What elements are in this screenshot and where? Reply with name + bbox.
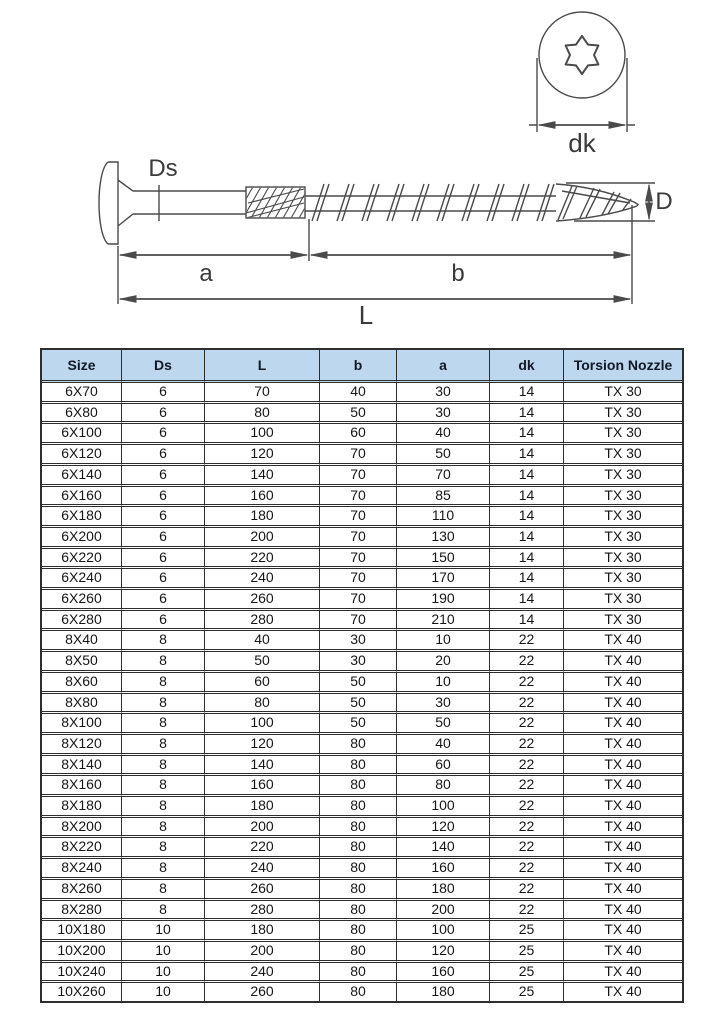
table-row [42, 611, 682, 632]
cell-a: 200 [397, 901, 490, 922]
head-top-view-outline [539, 12, 625, 98]
cell-dk: 22 [490, 652, 564, 673]
cell-ds: 6 [122, 590, 205, 611]
cell-size: 6X200 [42, 528, 122, 549]
cell-b: 80 [320, 942, 397, 963]
cell-dk: 25 [490, 963, 564, 984]
cell-a: 30 [397, 404, 490, 425]
cell-torsion-nozzle: TX 40 [564, 859, 682, 880]
table-row [42, 507, 682, 528]
cell-b: 80 [320, 735, 397, 756]
cell-torsion-nozzle: TX 30 [564, 528, 682, 549]
col-header-b: b [320, 350, 397, 383]
cell-dk: 22 [490, 673, 564, 694]
cell-a: 100 [397, 797, 490, 818]
cell-dk: 14 [490, 487, 564, 508]
col-header-l: L [205, 350, 320, 383]
cell-l: 260 [205, 880, 320, 901]
table-row [42, 424, 682, 445]
cell-torsion-nozzle: TX 40 [564, 963, 682, 984]
cell-torsion-nozzle: TX 30 [564, 487, 682, 508]
cell-b: 70 [320, 528, 397, 549]
cell-ds: 6 [122, 424, 205, 445]
col-header-ds: Ds [122, 350, 205, 383]
cell-torsion-nozzle: TX 40 [564, 942, 682, 963]
cell-ds: 8 [122, 735, 205, 756]
table-row [42, 963, 682, 984]
cell-l: 280 [205, 901, 320, 922]
cell-ds: 6 [122, 445, 205, 466]
table-row [42, 569, 682, 590]
cell-ds: 8 [122, 652, 205, 673]
cell-b: 70 [320, 487, 397, 508]
cell-b: 70 [320, 611, 397, 632]
cell-dk: 14 [490, 466, 564, 487]
cell-ds: 8 [122, 880, 205, 901]
cell-size: 8X240 [42, 859, 122, 880]
cell-dk: 14 [490, 445, 564, 466]
cell-l: 180 [205, 507, 320, 528]
cell-b: 70 [320, 507, 397, 528]
size-table-body [42, 383, 682, 1001]
cell-l: 200 [205, 818, 320, 839]
cell-l: 180 [205, 797, 320, 818]
cell-size: 8X280 [42, 901, 122, 922]
label-b: b [451, 260, 465, 287]
cell-ds: 6 [122, 611, 205, 632]
cell-ds: 10 [122, 983, 205, 1001]
cell-size: 8X260 [42, 880, 122, 901]
cell-l: 50 [205, 652, 320, 673]
label-dk: dk [568, 128, 596, 158]
cell-ds: 6 [122, 487, 205, 508]
table-row [42, 528, 682, 549]
cell-b: 80 [320, 838, 397, 859]
cell-size: 8X60 [42, 673, 122, 694]
cell-dk: 22 [490, 735, 564, 756]
cell-size: 8X180 [42, 797, 122, 818]
cell-l: 120 [205, 445, 320, 466]
cell-torsion-nozzle: TX 40 [564, 673, 682, 694]
cell-torsion-nozzle: TX 30 [564, 404, 682, 425]
cell-size: 6X160 [42, 487, 122, 508]
cell-torsion-nozzle: TX 30 [564, 590, 682, 611]
cell-ds: 8 [122, 797, 205, 818]
screw-tip [556, 184, 638, 221]
label-l: L [358, 300, 374, 330]
table-row [42, 818, 682, 839]
cell-ds: 10 [122, 963, 205, 984]
col-header-size: Size [42, 350, 122, 383]
label-a: a [199, 260, 213, 287]
cell-b: 80 [320, 797, 397, 818]
cell-size: 8X200 [42, 818, 122, 839]
cell-torsion-nozzle: TX 40 [564, 797, 682, 818]
cell-dk: 14 [490, 424, 564, 445]
table-row [42, 631, 682, 652]
cell-dk: 22 [490, 880, 564, 901]
col-header-torsion-nozzle: Torsion Nozzle [564, 350, 682, 383]
cell-torsion-nozzle: TX 40 [564, 776, 682, 797]
cell-ds: 6 [122, 466, 205, 487]
cell-a: 130 [397, 528, 490, 549]
cell-torsion-nozzle: TX 40 [564, 756, 682, 777]
cell-torsion-nozzle: TX 40 [564, 652, 682, 673]
cell-a: 40 [397, 424, 490, 445]
torx-recess-icon [566, 36, 599, 74]
cell-a: 10 [397, 673, 490, 694]
cell-a: 60 [397, 756, 490, 777]
cell-torsion-nozzle: TX 40 [564, 921, 682, 942]
cell-size: 8X140 [42, 756, 122, 777]
cell-b: 70 [320, 569, 397, 590]
table-row [42, 694, 682, 715]
cell-a: 140 [397, 838, 490, 859]
cell-a: 20 [397, 652, 490, 673]
cell-torsion-nozzle: TX 40 [564, 631, 682, 652]
cell-ds: 6 [122, 569, 205, 590]
cell-ds: 8 [122, 818, 205, 839]
cell-b: 50 [320, 694, 397, 715]
cell-b: 80 [320, 901, 397, 922]
table-row [42, 838, 682, 859]
cell-b: 80 [320, 983, 397, 1001]
cell-a: 160 [397, 859, 490, 880]
cell-dk: 22 [490, 714, 564, 735]
table-header-row [42, 350, 682, 383]
cell-torsion-nozzle: TX 40 [564, 694, 682, 715]
table-row [42, 983, 682, 1001]
cell-size: 8X160 [42, 776, 122, 797]
cell-size: 6X120 [42, 445, 122, 466]
cell-b: 70 [320, 549, 397, 570]
cell-size: 6X220 [42, 549, 122, 570]
cell-b: 60 [320, 424, 397, 445]
cell-a: 120 [397, 942, 490, 963]
cell-l: 220 [205, 549, 320, 570]
cell-l: 160 [205, 776, 320, 797]
cell-dk: 14 [490, 507, 564, 528]
table-row [42, 901, 682, 922]
cell-size: 6X100 [42, 424, 122, 445]
cell-a: 40 [397, 735, 490, 756]
label-ds: Ds [148, 155, 178, 182]
cell-a: 170 [397, 569, 490, 590]
table-row [42, 735, 682, 756]
col-header-a: a [397, 350, 490, 383]
cell-a: 150 [397, 549, 490, 570]
cell-ds: 8 [122, 673, 205, 694]
cell-l: 100 [205, 714, 320, 735]
table-row [42, 383, 682, 404]
table-row [42, 942, 682, 963]
cell-torsion-nozzle: TX 40 [564, 838, 682, 859]
cell-torsion-nozzle: TX 30 [564, 445, 682, 466]
cell-a: 50 [397, 714, 490, 735]
cell-size: 6X260 [42, 590, 122, 611]
cell-a: 180 [397, 880, 490, 901]
cell-size: 8X40 [42, 631, 122, 652]
cell-torsion-nozzle: TX 30 [564, 383, 682, 404]
cell-size: 6X70 [42, 383, 122, 404]
cell-size: 6X180 [42, 507, 122, 528]
table-row [42, 921, 682, 942]
cell-a: 30 [397, 694, 490, 715]
dk-extension-lines [537, 58, 627, 132]
cell-size: 6X80 [42, 404, 122, 425]
cell-dk: 22 [490, 756, 564, 777]
cell-dk: 22 [490, 631, 564, 652]
cell-l: 220 [205, 838, 320, 859]
cell-torsion-nozzle: TX 40 [564, 714, 682, 735]
cell-l: 160 [205, 487, 320, 508]
cell-size: 8X100 [42, 714, 122, 735]
cell-torsion-nozzle: TX 40 [564, 880, 682, 901]
cell-b: 70 [320, 466, 397, 487]
table-row [42, 756, 682, 777]
cell-dk: 25 [490, 921, 564, 942]
cell-a: 210 [397, 611, 490, 632]
table-row [42, 404, 682, 425]
cell-l: 120 [205, 735, 320, 756]
cell-size: 8X120 [42, 735, 122, 756]
cell-b: 80 [320, 859, 397, 880]
cell-a: 10 [397, 631, 490, 652]
cell-a: 180 [397, 983, 490, 1001]
table-row [42, 652, 682, 673]
cell-l: 40 [205, 631, 320, 652]
cell-b: 80 [320, 963, 397, 984]
cell-dk: 14 [490, 528, 564, 549]
cell-l: 140 [205, 466, 320, 487]
cell-b: 70 [320, 590, 397, 611]
col-header-dk: dk [490, 350, 564, 383]
screw-dimensions-table [40, 348, 684, 1003]
table-row [42, 549, 682, 570]
screw-head [99, 162, 133, 244]
cell-size: 10X180 [42, 921, 122, 942]
cell-l: 180 [205, 921, 320, 942]
cell-ds: 8 [122, 714, 205, 735]
cell-torsion-nozzle: TX 30 [564, 424, 682, 445]
cell-ds: 10 [122, 942, 205, 963]
screw-shank [133, 185, 246, 221]
cell-dk: 14 [490, 590, 564, 611]
cell-size: 8X220 [42, 838, 122, 859]
cell-size: 10X240 [42, 963, 122, 984]
cell-ds: 6 [122, 528, 205, 549]
cell-ds: 10 [122, 921, 205, 942]
cell-dk: 22 [490, 859, 564, 880]
cell-dk: 25 [490, 983, 564, 1001]
table-row [42, 673, 682, 694]
cell-a: 160 [397, 963, 490, 984]
cell-l: 100 [205, 424, 320, 445]
cell-size: 6X280 [42, 611, 122, 632]
cell-l: 80 [205, 404, 320, 425]
cell-dk: 22 [490, 901, 564, 922]
table-row [42, 590, 682, 611]
table-row [42, 466, 682, 487]
cell-ds: 6 [122, 404, 205, 425]
cell-l: 240 [205, 859, 320, 880]
cell-ds: 6 [122, 549, 205, 570]
cell-a: 100 [397, 921, 490, 942]
cell-dk: 22 [490, 776, 564, 797]
cell-torsion-nozzle: TX 30 [564, 507, 682, 528]
cell-a: 120 [397, 818, 490, 839]
cell-a: 85 [397, 487, 490, 508]
cell-l: 240 [205, 963, 320, 984]
cell-l: 280 [205, 611, 320, 632]
cell-torsion-nozzle: TX 30 [564, 569, 682, 590]
cell-ds: 8 [122, 776, 205, 797]
cell-ds: 8 [122, 631, 205, 652]
cell-a: 80 [397, 776, 490, 797]
cell-b: 50 [320, 404, 397, 425]
table-row [42, 859, 682, 880]
cell-l: 200 [205, 942, 320, 963]
table-row [42, 880, 682, 901]
table-row [42, 714, 682, 735]
cell-a: 190 [397, 590, 490, 611]
cell-size: 6X240 [42, 569, 122, 590]
cell-a: 70 [397, 466, 490, 487]
cell-dk: 22 [490, 818, 564, 839]
table-row [42, 445, 682, 466]
cell-dk: 22 [490, 694, 564, 715]
table-row [42, 776, 682, 797]
cell-torsion-nozzle: TX 30 [564, 549, 682, 570]
cell-ds: 8 [122, 694, 205, 715]
cell-l: 80 [205, 694, 320, 715]
cell-torsion-nozzle: TX 40 [564, 901, 682, 922]
cell-dk: 14 [490, 383, 564, 404]
cell-ds: 6 [122, 383, 205, 404]
cell-b: 50 [320, 673, 397, 694]
cell-l: 200 [205, 528, 320, 549]
cell-l: 260 [205, 590, 320, 611]
cell-l: 240 [205, 569, 320, 590]
cell-ds: 6 [122, 507, 205, 528]
table-row [42, 487, 682, 508]
d-extension-lines [566, 183, 655, 221]
label-d: D [655, 188, 673, 215]
cell-b: 80 [320, 818, 397, 839]
table-row [42, 797, 682, 818]
cell-b: 50 [320, 714, 397, 735]
cell-torsion-nozzle: TX 40 [564, 818, 682, 839]
cell-l: 140 [205, 756, 320, 777]
cell-b: 40 [320, 383, 397, 404]
cell-size: 8X50 [42, 652, 122, 673]
cell-ds: 8 [122, 859, 205, 880]
cell-size: 8X80 [42, 694, 122, 715]
cell-b: 30 [320, 631, 397, 652]
cell-a: 30 [397, 383, 490, 404]
cell-b: 80 [320, 880, 397, 901]
cell-size: 6X140 [42, 466, 122, 487]
cell-dk: 14 [490, 549, 564, 570]
cell-b: 80 [320, 756, 397, 777]
cell-dk: 14 [490, 611, 564, 632]
cell-dk: 14 [490, 404, 564, 425]
cell-a: 110 [397, 507, 490, 528]
cell-dk: 14 [490, 569, 564, 590]
cell-b: 80 [320, 921, 397, 942]
thread-flights [312, 184, 554, 221]
cell-size: 10X200 [42, 942, 122, 963]
cell-ds: 8 [122, 838, 205, 859]
cell-size: 10X260 [42, 983, 122, 1001]
cell-l: 260 [205, 983, 320, 1001]
cell-a: 50 [397, 445, 490, 466]
cell-torsion-nozzle: TX 40 [604, 983, 642, 1000]
cell-b: 70 [320, 445, 397, 466]
cell-torsion-nozzle: TX 30 [564, 611, 682, 632]
cell-ds: 8 [122, 901, 205, 922]
cell-b: 80 [320, 776, 397, 797]
screw-technical-drawing [0, 0, 720, 345]
cell-dk: 25 [490, 942, 564, 963]
cell-l: 70 [205, 383, 320, 404]
cell-dk: 22 [490, 797, 564, 818]
cell-l: 60 [205, 673, 320, 694]
cell-torsion-nozzle: TX 30 [564, 466, 682, 487]
cell-torsion-nozzle: TX 40 [564, 735, 682, 756]
cell-b: 30 [320, 652, 397, 673]
cell-ds: 8 [122, 756, 205, 777]
cell-dk: 22 [490, 838, 564, 859]
